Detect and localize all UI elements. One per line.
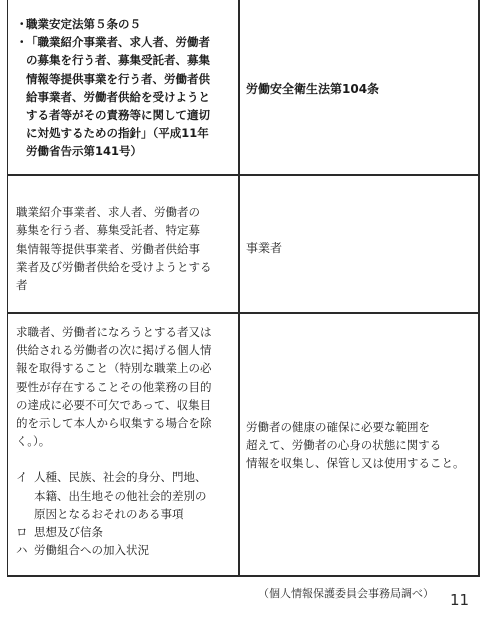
source-note: （個人情報保護委員会事務局調べ） [258,587,434,600]
list-marker: ハ [16,543,28,558]
list-item [16,33,240,160]
list-item [16,15,240,33]
row2-subjects-right: 事業者 [246,241,283,255]
bullet-icon: ・ [16,17,28,31]
row3-restrictions-right: 労働者の健康の確保に必要な範囲を 超えて、労働者の心身の状態に関する 情報を収集し、保管し又は使用すること。 [246,420,465,471]
row-divider-bottom [7,575,480,577]
list-item-text: 労働組合への加入状況 [34,543,149,558]
row2-subjects-left: 職業紹介事業者、求人者、労働者の 募集を行う者、募集受託者、特定募 集情報等提供事業者、労働者供給事 業者及び労働者供給を受けようとする 者 [16,205,212,293]
law-reference-1: 職業安定法第５条の５ [26,17,141,31]
restriction-paragraph: 求職者、労働者になろうとする者又は 供給される労働者の次に掲げる個人情 報を取得すること（特別な職業上の必 要性が存在することその他業務の目的 の達成に必要不可欠であって、収集目 的を示して本人から収集する場合を除 く。）。 [16,325,212,449]
list-item [16,541,240,559]
list-item-text: 人種、民族、社会的身分、門地、 本籍、出生地その他社会的差別の 原因となるおそれのある事項 [34,470,207,521]
row-divider-2 [7,312,480,314]
bullet-icon: ・ [16,35,28,50]
list-item-text: 思想及び信条 [34,525,103,540]
row1-right-law: 労働安全衛生法第104条 [246,82,380,96]
row-divider-1 [7,174,480,176]
column-divider-left [7,0,8,576]
page-number: 11 [450,591,470,609]
row3-restrictions-left [16,323,240,559]
law-reference-2: 「職業紹介事業者、求人者、労働者 の募集を行う者、募集受託者、募集 情報等提供事業を行う者、労働者供 給事業者、労働者供給を受けようと する者等がその責務等に関して適切 に対処するための指針」（平成11年 労働省告示第141号） [26,35,210,159]
restriction-list [16,468,240,559]
list-marker: イ [16,470,28,485]
list-item [16,523,240,541]
row1-law-references [16,15,240,161]
list-marker: ロ [16,525,28,540]
list-item [16,468,240,523]
